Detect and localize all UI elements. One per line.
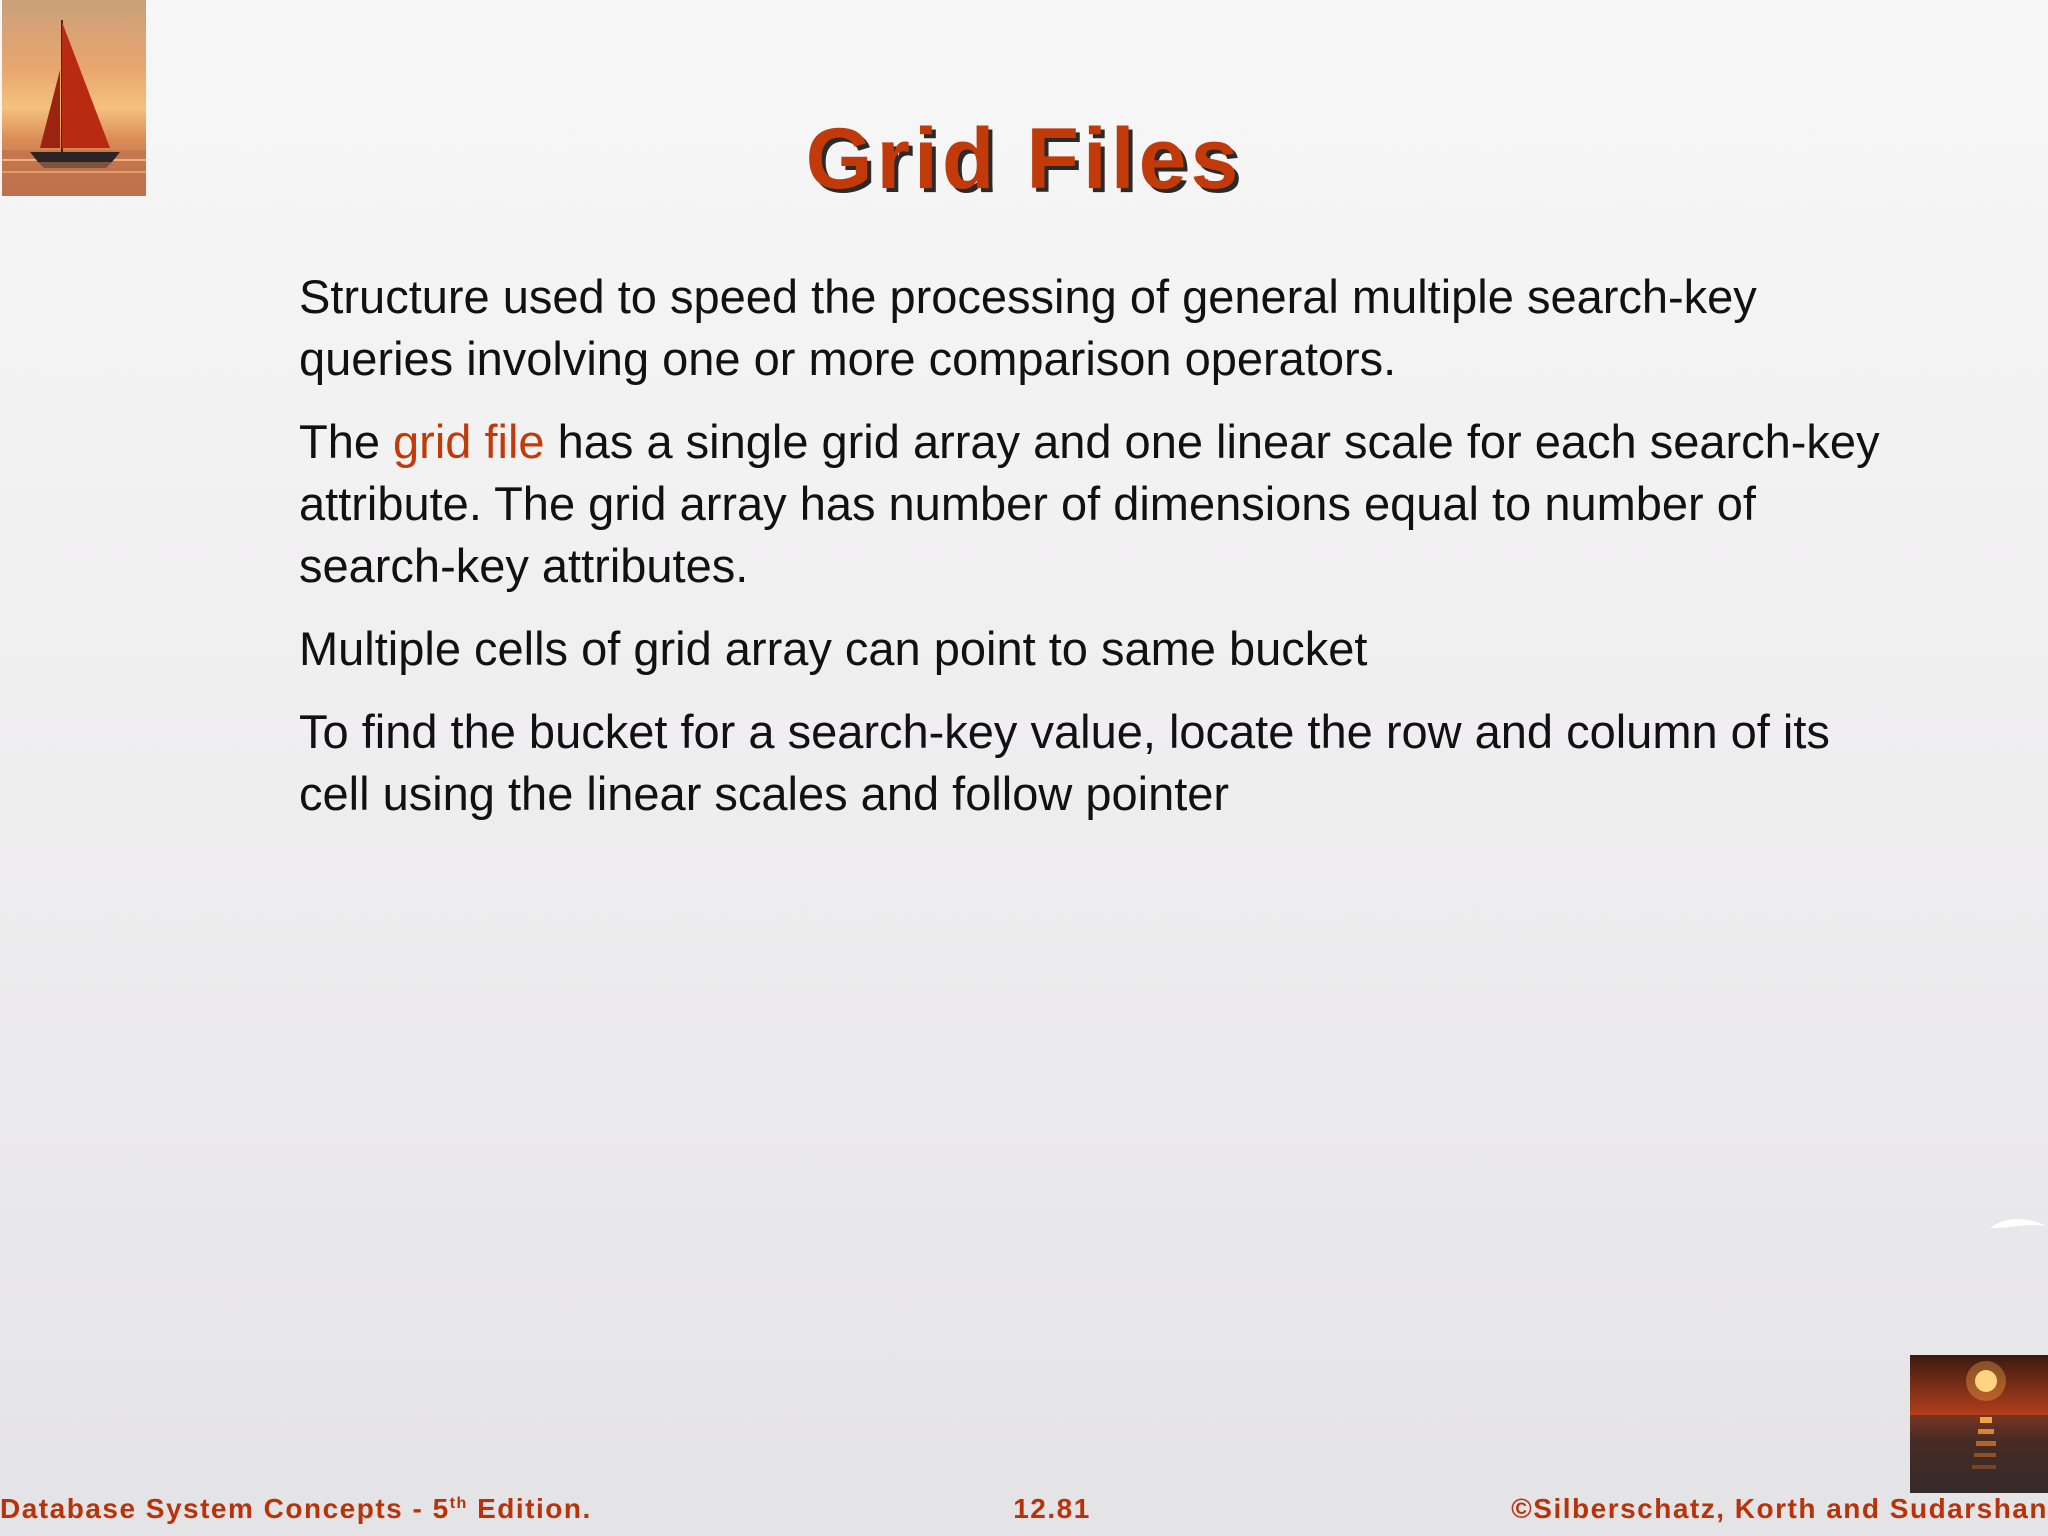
bullet-item: [299, 701, 1899, 825]
bullet-item: [299, 618, 1899, 680]
bullet-item: [299, 266, 1899, 390]
bullet-item: [299, 411, 1899, 597]
bullet-text: Multiple cells of grid array can point to same bucket: [299, 622, 1368, 675]
footer-page-number: 12.81: [1013, 1493, 1091, 1524]
footer-book-title: Database System Concepts - 5th Edition.: [0, 1493, 592, 1524]
bullet-text: To find the bucket for a search-key value, locate the row and column of its cell using the linear scales and follow pointer: [299, 705, 1830, 820]
bullet-text: Structure used to speed the processing of general multiple search-key queries involving one or more comparison operators.: [299, 270, 1757, 385]
bullet-text: The: [299, 415, 394, 468]
bird-icon: [1988, 1210, 2048, 1240]
bullet-text: has a single grid array and one linear scale for each search-key attribute. The grid array has number of dimensions equal to number of search-key attributes.: [299, 415, 1880, 592]
footer-copyright: ©Silberschatz, Korth and Sudarshan: [1511, 1493, 2048, 1524]
sunset-photo: [1910, 1355, 2048, 1493]
highlighted-term: grid file: [393, 415, 545, 468]
slide-title: Grid Files: [805, 110, 1243, 207]
sun-icon: [1910, 1355, 2048, 1493]
bullet-list: [299, 266, 1899, 846]
